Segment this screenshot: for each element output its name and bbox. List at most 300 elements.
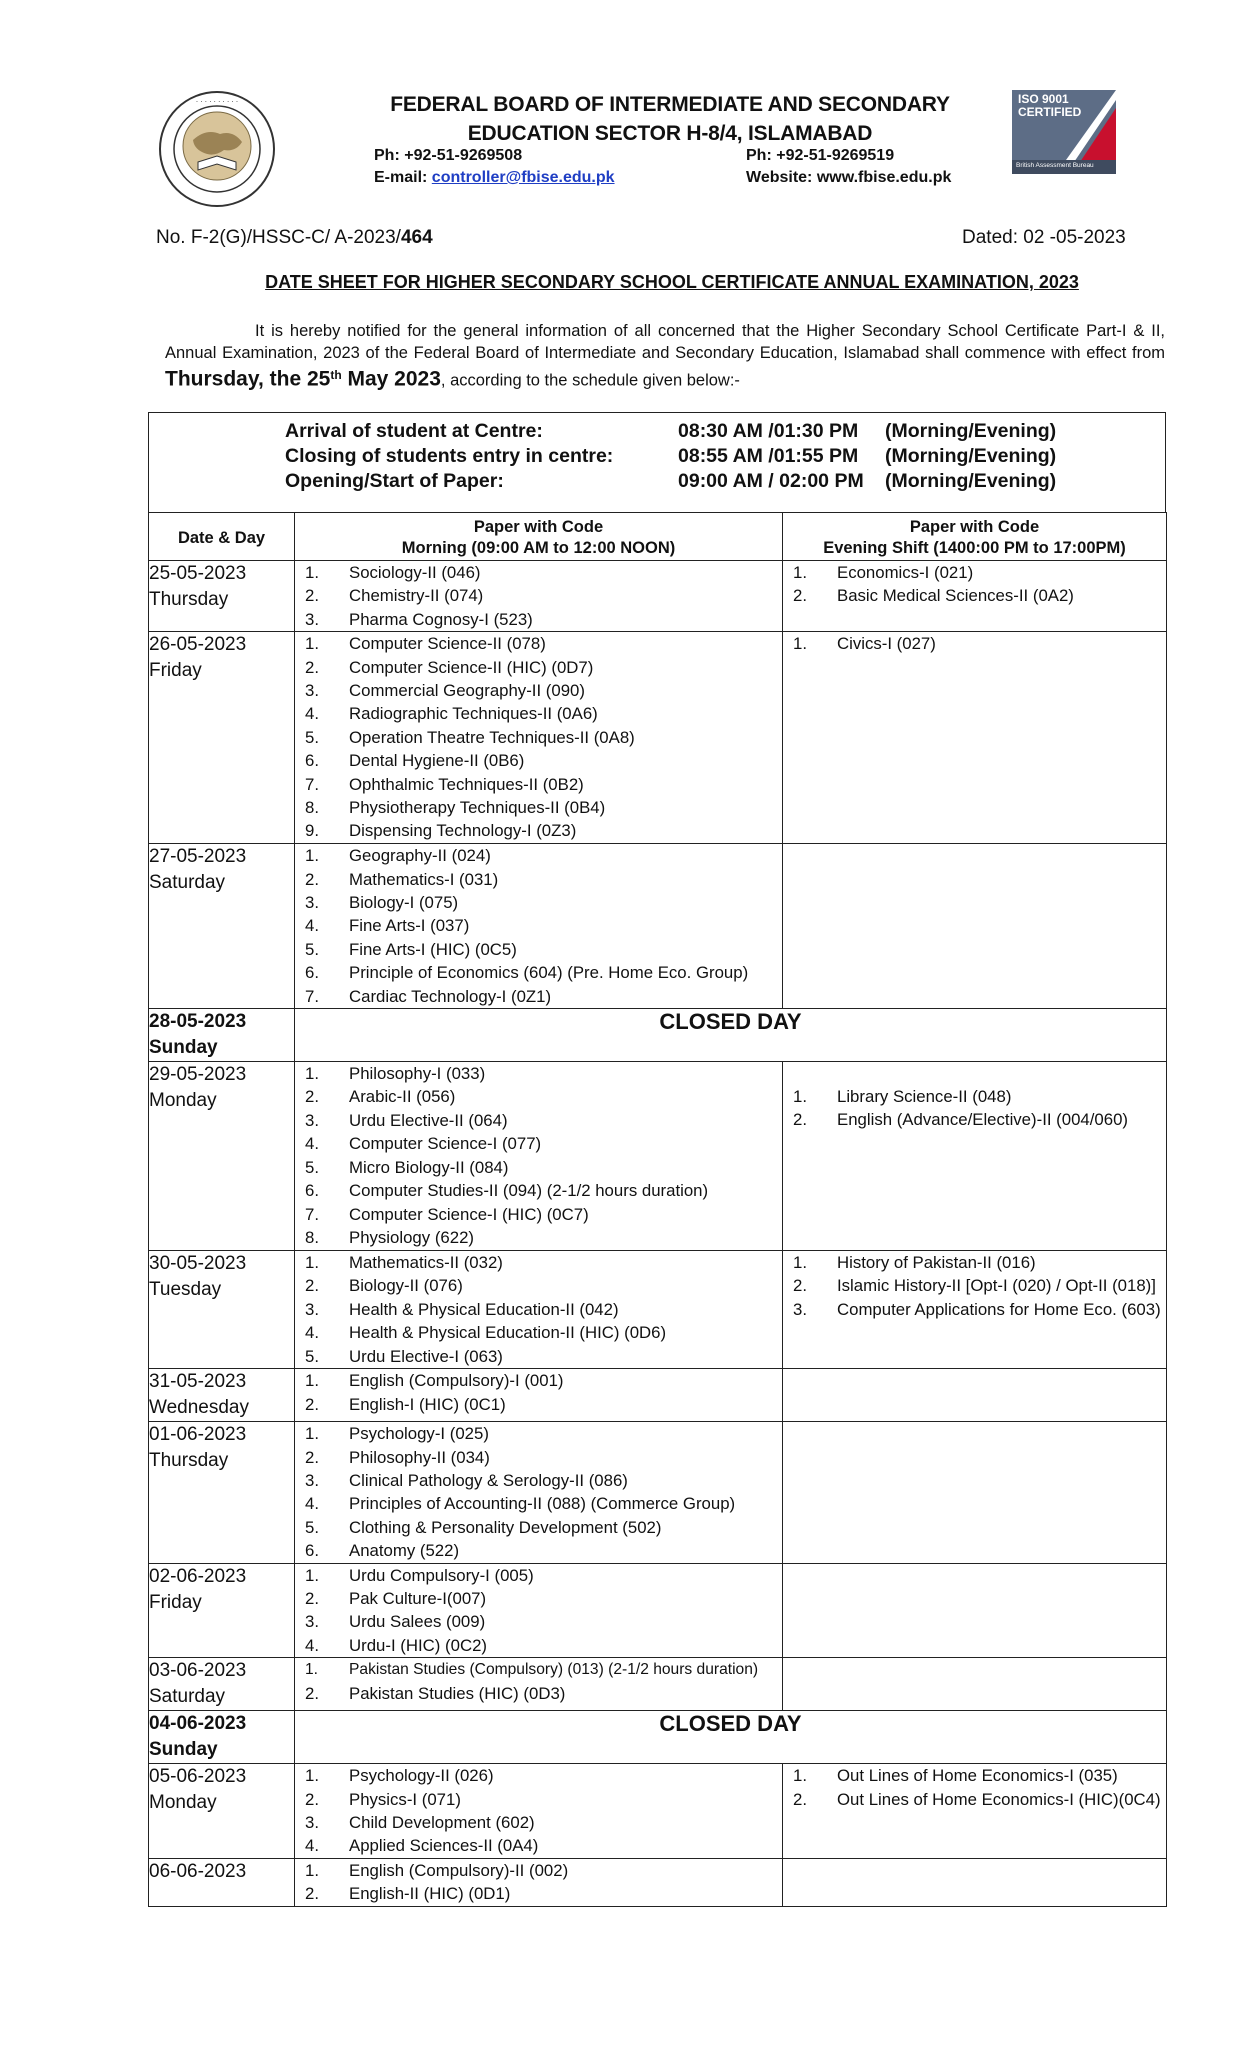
- paper-item: [295, 1882, 782, 1905]
- paper-number: 4.: [305, 1494, 319, 1514]
- paper-number: 5.: [305, 1346, 319, 1366]
- paper-item: [295, 1764, 782, 1787]
- paper-title: Health & Physical Education-II (HIC) (0D6): [349, 1323, 667, 1343]
- paper-item: [295, 1492, 782, 1515]
- paper-title: Basic Medical Sciences-II (0A2): [837, 586, 1074, 606]
- paper-number: 2.: [305, 1394, 319, 1414]
- email-label: E-mail:: [374, 169, 432, 186]
- paper-number: 1.: [793, 1087, 807, 1107]
- email-link[interactable]: controller@fbise.edu.pk: [431, 169, 615, 186]
- paper-item: [295, 608, 782, 631]
- paper-number: 2.: [305, 1588, 319, 1608]
- paper-item: [295, 819, 782, 842]
- paper-item: [295, 1156, 782, 1179]
- col-morning-header: [295, 513, 783, 561]
- paper-item: [783, 1108, 1166, 1131]
- date-cell: [149, 1369, 295, 1422]
- paper-item: [295, 1610, 782, 1633]
- evening-papers-cell: [783, 1422, 1167, 1563]
- timing-label: Arrival of student at Centre:: [285, 420, 543, 442]
- morning-paper-list: [295, 1658, 782, 1705]
- paper-number: 2.: [305, 869, 319, 889]
- evening-header-line1: Paper with Code: [909, 518, 1040, 536]
- paper-item: [783, 1274, 1166, 1297]
- paper-number: 6.: [305, 751, 319, 771]
- phone-left: Ph: +92-51-9269508: [374, 147, 523, 164]
- paper-title: Fine Arts-I (037): [349, 916, 470, 936]
- exam-date: 27-05-2023: [149, 846, 247, 868]
- paper-number: 5.: [305, 1157, 319, 1177]
- paper-number: 8.: [305, 1227, 319, 1247]
- date-cell: [149, 561, 295, 632]
- paper-item: [295, 1682, 782, 1705]
- iso-certified-badge: [1012, 90, 1116, 174]
- paper-item: [295, 1834, 782, 1857]
- paper-title: Urdu Compulsory-I (005): [349, 1565, 534, 1585]
- paper-number: 3.: [305, 1110, 319, 1130]
- paper-title: Fine Arts-I (HIC) (0C5): [349, 939, 517, 959]
- evening-papers-cell: [783, 632, 1167, 844]
- paper-title: Child Development (602): [349, 1812, 535, 1832]
- paper-title: Radiographic Techniques-II (0A6): [349, 704, 598, 724]
- paper-title: Operation Theatre Techniques-II (0A8): [349, 727, 635, 747]
- paper-number: 1.: [305, 1661, 319, 1679]
- exam-date: 29-05-2023: [149, 1064, 247, 1086]
- paper-number: 4.: [305, 916, 319, 936]
- paper-number: 1.: [793, 634, 807, 654]
- exam-day: Thursday: [149, 1450, 229, 1472]
- paper-number: 4.: [305, 1134, 319, 1154]
- paper-number: 3.: [305, 609, 319, 629]
- date-cell: [149, 1711, 295, 1764]
- paper-item: [295, 1345, 782, 1368]
- paper-item: [295, 796, 782, 819]
- evening-paper-list: [783, 1251, 1166, 1321]
- paper-item: [295, 632, 782, 655]
- paper-title: Urdu Salees (009): [349, 1612, 486, 1632]
- paper-number: 1.: [305, 634, 319, 654]
- paper-number: 1.: [305, 1766, 319, 1786]
- paper-title: English (Compulsory)-II (002): [349, 1860, 569, 1880]
- date-cell: [149, 1422, 295, 1563]
- paper-item: [295, 985, 782, 1008]
- paper-title: Principles of Accounting-II (088) (Commerce Group): [349, 1494, 736, 1514]
- paper-title: Urdu Elective-II (064): [349, 1110, 508, 1130]
- table-row: [149, 1658, 1167, 1711]
- col-date-header: Date & Day: [149, 513, 295, 561]
- paper-title: Library Science-II (048): [837, 1087, 1012, 1107]
- paper-number: 3.: [305, 681, 319, 701]
- paper-number: 1.: [305, 1424, 319, 1444]
- evening-papers-cell: [783, 1858, 1167, 1906]
- paper-item: [295, 1393, 782, 1416]
- paper-item: [295, 1298, 782, 1321]
- timing-block: [148, 412, 1166, 512]
- paper-number: 2.: [305, 1276, 319, 1296]
- table-row: [149, 1369, 1167, 1422]
- evening-paper-list: [783, 1062, 1166, 1132]
- intro-date-sup: th: [330, 368, 342, 382]
- col-evening-header: [783, 513, 1167, 561]
- paper-item: [295, 726, 782, 749]
- date-cell: [149, 1251, 295, 1369]
- paper-item: [295, 1226, 782, 1249]
- table-row: [149, 1009, 1167, 1062]
- timing-shift: (Morning/Evening): [885, 420, 1057, 442]
- paper-title: Computer Science-II (HIC) (0D7): [349, 657, 594, 677]
- paper-title: Biology-II (076): [349, 1276, 463, 1296]
- exam-date: 02-06-2023: [149, 1565, 247, 1587]
- paper-item: [295, 961, 782, 984]
- date-cell: [149, 1563, 295, 1658]
- reference-bold: 464: [400, 227, 433, 248]
- paper-title: Computer Studies-II (094) (2-1/2 hours duration): [349, 1181, 709, 1201]
- exam-date: 05-06-2023: [149, 1766, 247, 1788]
- paper-title: English (Advance/Elective)-II (004/060): [837, 1110, 1129, 1130]
- paper-number: 2.: [305, 1789, 319, 1809]
- paper-item: [783, 1788, 1166, 1811]
- morning-papers-cell: [295, 1062, 783, 1251]
- exam-date: 28-05-2023: [149, 1011, 247, 1033]
- intro-date-b: May 2023: [341, 367, 441, 391]
- exam-day: Friday: [149, 660, 202, 682]
- reference-prefix: No. F-2(G)/HSSC-C/ A-2023/: [156, 227, 401, 248]
- paper-title: Clothing & Personality Development (502): [349, 1517, 662, 1537]
- exam-day: Thursday: [149, 589, 229, 610]
- paper-item: [295, 1203, 782, 1226]
- exam-date: 01-06-2023: [149, 1424, 247, 1446]
- paper-number: 1.: [793, 1253, 807, 1273]
- paper-number: 4.: [305, 1635, 319, 1655]
- paper-item: [783, 1764, 1166, 1787]
- paper-item: [295, 844, 782, 867]
- paper-item: [295, 891, 782, 914]
- paper-number: 4.: [305, 1323, 319, 1343]
- timing-label: Opening/Start of Paper:: [285, 470, 504, 492]
- date-cell: [149, 1658, 295, 1711]
- table-row: [149, 1251, 1167, 1369]
- fbise-logo: [158, 90, 276, 208]
- table-row: [149, 632, 1167, 844]
- exam-date: 06-06-2023: [149, 1860, 247, 1882]
- morning-header-line2: Morning (09:00 AM to 12:00 NOON): [401, 539, 676, 557]
- paper-title: Principle of Economics (604) (Pre. Home Eco. Group): [349, 963, 749, 983]
- paper-number: 5.: [305, 1517, 319, 1537]
- paper-item: [295, 1321, 782, 1344]
- intro-text: It is hereby notified for the general information of all concerned that the Higher Secondary School Certificate Part-I & II, Annual Examination, 2023 of the Federal Board of Intermediate and Secondary Education, Islamabad shall commence with effect from: [165, 322, 1165, 362]
- paper-number: 7.: [305, 986, 319, 1006]
- paper-title: Dispensing Technology-I (0Z3): [349, 821, 577, 841]
- paper-number: 1.: [305, 1371, 319, 1391]
- paper-number: 2.: [305, 657, 319, 677]
- intro-date-a: Thursday, the 25: [165, 367, 331, 391]
- paper-item: [783, 632, 1166, 655]
- table-row: [149, 1563, 1167, 1658]
- exam-date: 30-05-2023: [149, 1253, 247, 1275]
- paper-number: 1.: [305, 1860, 319, 1880]
- paper-number: 4.: [305, 1836, 319, 1856]
- morning-paper-list: [295, 1062, 782, 1249]
- paper-title: Micro Biology-II (084): [349, 1157, 509, 1177]
- document-title: DATE SHEET FOR HIGHER SECONDARY SCHOOL CERTIFICATE ANNUAL EXAMINATION, 2023: [265, 272, 1079, 292]
- paper-item: [295, 1634, 782, 1657]
- evening-papers-cell: [783, 1764, 1167, 1859]
- evening-papers-cell: [783, 1563, 1167, 1658]
- paper-number: 1.: [793, 563, 807, 582]
- paper-title: Arabic-II (056): [349, 1087, 456, 1107]
- closed-day-cell: CLOSED DAY: [295, 1009, 1167, 1062]
- evening-paper-list: [783, 561, 1166, 608]
- paper-title: Health & Physical Education-II (042): [349, 1299, 619, 1319]
- paper-number: 7.: [305, 1204, 319, 1224]
- morning-paper-list: [295, 632, 782, 843]
- paper-item: [783, 561, 1166, 584]
- paper-item: [295, 1539, 782, 1562]
- paper-title: Out Lines of Home Economics-I (035): [837, 1766, 1118, 1786]
- paper-title: Clinical Pathology & Serology-II (086): [349, 1470, 628, 1490]
- morning-papers-cell: [295, 1251, 783, 1369]
- paper-item: [295, 1446, 782, 1469]
- morning-papers-cell: [295, 561, 783, 632]
- paper-title: Pharma Cognosy-I (523): [349, 609, 533, 629]
- evening-papers-cell: [783, 844, 1167, 1009]
- exam-day: Sunday: [149, 1739, 218, 1761]
- org-name-line2: EDUCATION SECTOR H-8/4, ISLAMABAD: [467, 122, 873, 145]
- paper-number: 2.: [305, 1884, 319, 1904]
- date-cell: [149, 1062, 295, 1251]
- paper-title: Computer Science-II (078): [349, 634, 546, 654]
- paper-number: 2.: [305, 1683, 319, 1703]
- table-header-row: [149, 513, 1167, 561]
- phone-right: Ph: +92-51-9269519: [746, 147, 895, 164]
- morning-papers-cell: [295, 1858, 783, 1906]
- evening-papers-cell: [783, 1062, 1167, 1251]
- paper-item: [783, 1085, 1166, 1108]
- paper-title: Pakistan Studies (HIC) (0D3): [349, 1683, 566, 1703]
- date-cell: [149, 1858, 295, 1906]
- evening-papers-cell: [783, 1251, 1167, 1369]
- paper-title: Commercial Geography-II (090): [349, 681, 585, 701]
- paper-title: Biology-I (075): [349, 893, 459, 913]
- paper-number: 2.: [793, 1110, 807, 1130]
- paper-number: 7.: [305, 774, 319, 794]
- timing-label: Closing of students entry in centre:: [285, 445, 614, 467]
- paper-title: English-II (HIC) (0D1): [349, 1884, 511, 1904]
- exam-day: Friday: [149, 1591, 202, 1613]
- timing-time: 09:00 AM / 02:00 PM: [678, 470, 864, 492]
- paper-number: 1.: [305, 1253, 319, 1273]
- paper-number: 9.: [305, 821, 319, 841]
- morning-paper-list: [295, 1422, 782, 1562]
- morning-papers-cell: [295, 1658, 783, 1711]
- date-cell: [149, 844, 295, 1009]
- paper-number: 6.: [305, 963, 319, 983]
- table-row: [149, 561, 1167, 632]
- paper-number: 3.: [305, 1612, 319, 1632]
- paper-title: Anatomy (522): [349, 1541, 460, 1561]
- reference-number: [156, 227, 433, 249]
- paper-item: [295, 1085, 782, 1108]
- exam-day: Sunday: [149, 1037, 218, 1059]
- paper-item: [295, 561, 782, 584]
- paper-title: Computer Science-I (HIC) (0C7): [349, 1204, 589, 1224]
- paper-number: 2.: [793, 1276, 807, 1296]
- evening-paper-list: [783, 1764, 1166, 1811]
- paper-title: English-I (HIC) (0C1): [349, 1394, 506, 1414]
- svg-text:· · · · · · · · · ·: · · · · · · · · · ·: [195, 98, 239, 106]
- paper-item: [295, 1516, 782, 1539]
- iso-footer: British Assessment Bureau: [1016, 162, 1094, 169]
- paper-number: 8.: [305, 798, 319, 818]
- paper-title: Computer Applications for Home Eco. (603): [837, 1299, 1161, 1319]
- paper-item: [783, 1251, 1166, 1274]
- paper-title: Out Lines of Home Economics-I (HIC)(0C4): [837, 1789, 1161, 1809]
- paper-title: Computer Science-I (077): [349, 1134, 542, 1154]
- morning-papers-cell: [295, 1563, 783, 1658]
- paper-item: [295, 749, 782, 772]
- paper-title: Psychology-I (025): [349, 1424, 489, 1444]
- paper-item: [295, 1422, 782, 1445]
- paper-number: 3.: [305, 1470, 319, 1490]
- paper-item: [295, 1062, 782, 1085]
- paper-title: Geography-II (024): [349, 846, 491, 866]
- paper-title: Civics-I (027): [837, 634, 936, 654]
- paper-item: [295, 938, 782, 961]
- paper-title: Physiotherapy Techniques-II (0B4): [349, 798, 606, 818]
- iso-line1: ISO 9001: [1018, 92, 1069, 106]
- paper-item: [295, 914, 782, 937]
- paper-title: Urdu-I (HIC) (0C2): [349, 1635, 487, 1655]
- table-row: [149, 844, 1167, 1009]
- exam-day: Monday: [149, 1090, 217, 1112]
- paper-title: Physiology (622): [349, 1227, 474, 1247]
- timing-time: 08:55 AM /01:55 PM: [678, 445, 859, 467]
- exam-date: 03-06-2023: [149, 1660, 247, 1682]
- email-line: [374, 168, 615, 188]
- paper-number: 3.: [793, 1299, 807, 1319]
- morning-paper-list: [295, 1251, 782, 1368]
- iso-line2: CERTIFIED: [1018, 105, 1082, 119]
- organization-header: [330, 90, 1010, 148]
- paper-number: 2.: [305, 1447, 319, 1467]
- date-cell: [149, 1009, 295, 1062]
- exam-day: Tuesday: [149, 1279, 222, 1301]
- paper-item: [295, 1788, 782, 1811]
- paper-title: Psychology-II (026): [349, 1766, 494, 1786]
- morning-papers-cell: [295, 1422, 783, 1563]
- paper-number: 3.: [305, 1812, 319, 1832]
- morning-paper-list: [295, 1764, 782, 1858]
- exam-day: Saturday: [149, 872, 226, 894]
- paper-item: [295, 1469, 782, 1492]
- morning-paper-list: [295, 1369, 782, 1416]
- paper-number: 2.: [793, 586, 807, 606]
- paper-number: 2.: [305, 586, 319, 606]
- paper-item: [295, 773, 782, 796]
- exam-day: Monday: [149, 1792, 217, 1814]
- paper-item: [295, 1132, 782, 1155]
- exam-date: 25-05-2023: [149, 563, 247, 584]
- morning-papers-cell: [295, 1369, 783, 1422]
- paper-item: [295, 1859, 782, 1882]
- paper-number: 4.: [305, 704, 319, 724]
- morning-paper-list: [295, 844, 782, 1008]
- date-cell: [149, 1764, 295, 1859]
- paper-item: [295, 1369, 782, 1392]
- paper-item: [295, 868, 782, 891]
- morning-paper-list: [295, 1564, 782, 1658]
- table-row: [149, 1062, 1167, 1251]
- evening-papers-cell: [783, 561, 1167, 632]
- paper-number: 1.: [305, 1064, 319, 1084]
- paper-item: [295, 1564, 782, 1587]
- exam-day: Wednesday: [149, 1397, 249, 1419]
- paper-title: Economics-I (021): [837, 563, 974, 582]
- paper-number: 3.: [305, 893, 319, 913]
- website-line: Website: www.fbise.edu.pk: [746, 169, 952, 186]
- date-sheet-table: [148, 512, 1167, 1907]
- morning-papers-cell: [295, 1764, 783, 1859]
- evening-header-line2: Evening Shift (1400:00 PM to 17:00PM): [823, 539, 1126, 557]
- intro-tail: , according to the schedule given below:-: [440, 371, 740, 390]
- paper-number: 1.: [305, 1565, 319, 1585]
- paper-item: [295, 1587, 782, 1610]
- timing-time: 08:30 AM /01:30 PM: [678, 420, 859, 442]
- closed-day-cell: CLOSED DAY: [295, 1711, 1167, 1764]
- table-row: [149, 1711, 1167, 1764]
- morning-paper-list: [295, 1859, 782, 1906]
- paper-number: 6.: [305, 1541, 319, 1561]
- exam-day: Saturday: [149, 1686, 226, 1708]
- paper-number: 3.: [305, 1299, 319, 1319]
- morning-papers-cell: [295, 632, 783, 844]
- paper-item: [295, 702, 782, 725]
- paper-title: Philosophy-II (034): [349, 1447, 490, 1467]
- paper-title: Cardiac Technology-I (0Z1): [349, 986, 552, 1006]
- paper-item: [783, 584, 1166, 607]
- paper-item: [295, 1811, 782, 1834]
- timing-shift: (Morning/Evening): [885, 445, 1057, 467]
- paper-title: Ophthalmic Techniques-II (0B2): [349, 774, 584, 794]
- date-sheet-body: [149, 561, 1167, 1907]
- paper-item: [295, 1274, 782, 1297]
- paper-number: 5.: [305, 727, 319, 747]
- paper-item: [295, 1251, 782, 1274]
- evening-papers-cell: [783, 1658, 1167, 1711]
- paper-title: History of Pakistan-II (016): [837, 1253, 1036, 1273]
- paper-title: Chemistry-II (074): [349, 586, 484, 606]
- paper-title: Islamic History-II [Opt-I (020) / Opt-II (018)]: [837, 1276, 1156, 1296]
- paper-number: 1.: [305, 846, 319, 866]
- paper-item: [295, 1179, 782, 1202]
- paper-title: Mathematics-II (032): [349, 1253, 503, 1273]
- paper-item: [295, 656, 782, 679]
- dated: Dated: 02 -05-2023: [962, 227, 1126, 248]
- paper-number: 1.: [793, 1766, 807, 1786]
- paper-number: 2.: [793, 1789, 807, 1809]
- paper-title: Dental Hygiene-II (0B6): [349, 751, 525, 771]
- table-row: [149, 1422, 1167, 1563]
- paper-title: Urdu Elective-I (063): [349, 1346, 503, 1366]
- table-row: [149, 1858, 1167, 1906]
- paper-title: Pak Culture-I(007): [349, 1588, 487, 1608]
- paper-item: [295, 584, 782, 607]
- table-row: [149, 1764, 1167, 1859]
- paper-item: [295, 1658, 782, 1681]
- paper-title: Philosophy-I (033): [349, 1064, 486, 1084]
- paper-number: 5.: [305, 939, 319, 959]
- paper-title: Sociology-II (046): [349, 563, 481, 582]
